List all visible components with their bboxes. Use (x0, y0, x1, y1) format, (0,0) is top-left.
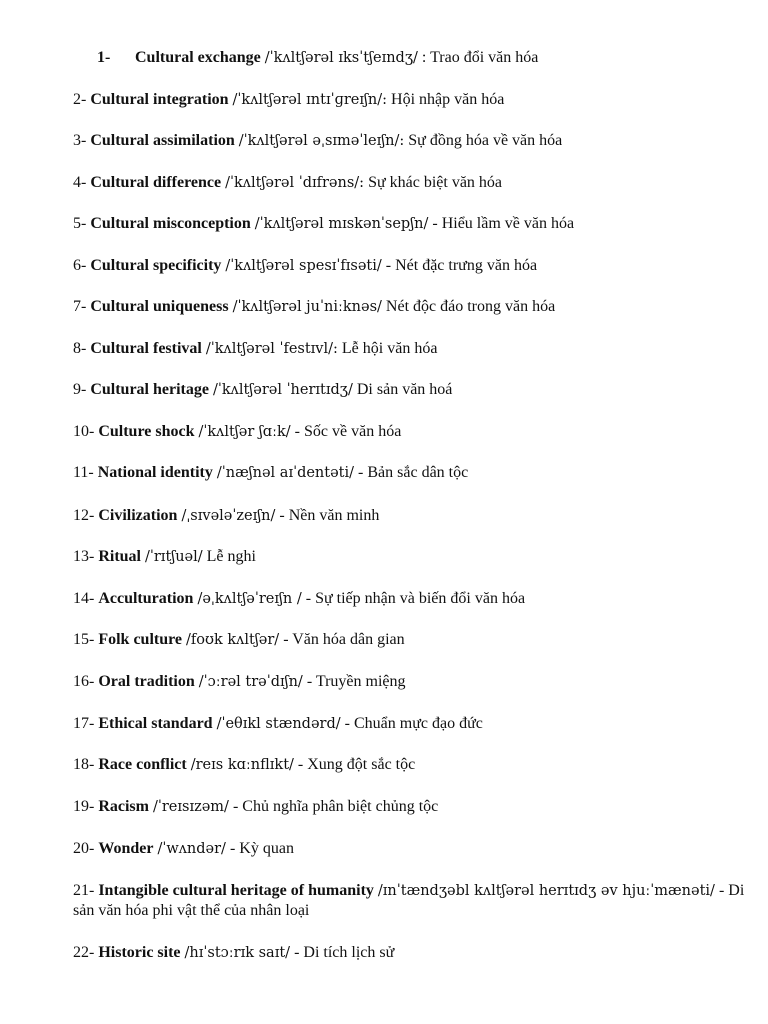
entry-meaning: Truyền miệng (315, 673, 406, 690)
entry-separator: - (358, 464, 364, 481)
vocab-entry-8 (73, 339, 753, 359)
entry-number: 11- (73, 464, 94, 481)
entry-term: Folk culture (98, 631, 183, 648)
entry-ipa: /əˌkʌltʃəˈreɪʃn / (197, 591, 302, 607)
entry-meaning: Lễ nghi (206, 548, 256, 565)
vocab-entry-18 (73, 755, 753, 775)
vocab-entry-16 (73, 672, 753, 692)
entry-meaning: Nét độc đáo trong văn hóa (385, 298, 556, 315)
vocab-entry-4 (73, 173, 753, 193)
entry-separator: - (306, 673, 313, 690)
vocab-entry-13 (73, 547, 753, 567)
entry-separator: - (294, 944, 300, 961)
entry-meaning: Sự đồng hóa về văn hóa (408, 132, 563, 149)
entry-ipa: /hɪˈstɔːrɪk saɪt/ (184, 945, 291, 961)
entry-meaning: Sự khác biệt văn hóa (368, 174, 503, 191)
entry-term: Civilization (98, 507, 178, 524)
vocab-entry-3 (73, 131, 753, 151)
entry-ipa: /ˈkʌltʃərəl juˈniːknəs/ (232, 299, 382, 315)
entry-term: Cultural misconception (90, 215, 251, 232)
entry-separator: - (283, 631, 289, 648)
entry-ipa: /ˈreɪsɪzəm/ (152, 799, 229, 815)
entry-term: Historic site (98, 944, 181, 961)
entry-number: 2- (73, 91, 87, 108)
vocab-entry-6 (73, 256, 753, 276)
entry-term: Acculturation (98, 590, 194, 607)
entry-meaning: Hội nhập văn hóa (391, 91, 505, 108)
entry-meaning: Văn hóa dân gian (292, 631, 405, 648)
vocab-entry-12 (73, 506, 753, 526)
entry-separator: - (297, 756, 304, 773)
entry-number: 4- (73, 174, 87, 191)
entry-ipa: /ˌsɪvələˈzeɪʃn/ (181, 508, 276, 524)
entry-ipa: /ˈrɪtʃuəl/ (145, 549, 203, 565)
vocab-entry-20 (73, 839, 753, 859)
entry-separator: - (344, 715, 350, 732)
entry-meaning: Trao đổi văn hóa (430, 49, 539, 66)
entry-meaning: Di sản văn hoá (356, 381, 453, 398)
entry-ipa: /ˈkʌltʃər ʃɑːk/ (198, 424, 291, 440)
entry-term: Race conflict (98, 756, 187, 773)
entry-number: 21- (73, 882, 95, 899)
entry-term: Wonder (98, 840, 154, 857)
entry-separator: - (294, 423, 300, 440)
entry-number: 16- (73, 673, 95, 690)
entry-meaning: Sốc về văn hóa (303, 423, 402, 440)
vocab-entry-21 (73, 881, 763, 921)
entry-meaning: Hiểu lầm về văn hóa (441, 215, 575, 232)
entry-ipa: /ˈnæʃnəl aɪˈdentəti/ (216, 465, 355, 481)
entry-ipa: /ɪnˈtændʒəbl kʌltʃərəl herɪtɪdʒ əv hjuːˈmænəti/ (377, 883, 715, 899)
entry-number: 10- (73, 423, 95, 440)
entry-term: Culture shock (98, 423, 195, 440)
entry-separator: - (718, 882, 725, 899)
vocab-entry-10 (73, 422, 753, 442)
entry-term: Cultural exchange (135, 49, 261, 66)
entry-number: 7- (73, 298, 87, 315)
entry-meaning: Kỳ quan (239, 840, 294, 857)
entry-term: Intangible cultural heritage of humanity (98, 882, 374, 899)
entry-term: Racism (98, 798, 149, 815)
entry-number: 3- (73, 132, 87, 149)
entry-number: 1- (97, 49, 111, 66)
vocab-entry-7 (73, 297, 753, 317)
entry-number: 12- (73, 507, 95, 524)
entry-number: 8- (73, 340, 87, 357)
entry-ipa: /ˈkʌltʃərəl mɪskənˈsepʃn/ (254, 216, 429, 232)
entry-ipa: /ˈkʌltʃərəl ɪntɪˈɡreɪʃn/: (232, 92, 388, 108)
entry-meaning: Di sản văn hóa phi vật thể của nhân loại (73, 882, 745, 919)
vocab-entry-14 (73, 589, 753, 609)
vocab-entry-11 (73, 463, 753, 483)
entry-ipa: /ˈkʌltʃərəl ˈfestɪvl/: (205, 341, 338, 357)
entry-ipa: /ˈkʌltʃərəl ˈherɪtɪdʒ/ (212, 382, 353, 398)
entry-term: Oral tradition (98, 673, 195, 690)
entry-separator: : (421, 49, 427, 66)
vocab-entry-9 (73, 380, 753, 400)
entry-meaning: Lễ hội văn hóa (341, 340, 438, 357)
entry-number: 19- (73, 798, 95, 815)
entry-ipa: /ˈkʌltʃərəl spesɪˈfɪsəti/ (225, 258, 382, 274)
entry-term: Ethical standard (98, 715, 213, 732)
vocab-entry-1 (97, 48, 757, 68)
entry-meaning: Xung đột sắc tộc (307, 756, 416, 773)
vocab-entry-15 (73, 630, 753, 650)
entry-ipa: /reɪs kɑːnflɪkt/ (190, 757, 294, 773)
entry-separator: - (432, 215, 438, 232)
entry-meaning: Di tích lịch sử (303, 944, 395, 961)
entry-number: 17- (73, 715, 95, 732)
entry-separator: - (279, 507, 285, 524)
entry-term: Cultural uniqueness (90, 298, 229, 315)
entry-term: Cultural heritage (90, 381, 209, 398)
entry-term: National identity (97, 464, 213, 481)
entry-term: Cultural integration (90, 91, 229, 108)
entry-number: 14- (73, 590, 95, 607)
entry-number: 6- (73, 257, 87, 274)
entry-term: Cultural festival (90, 340, 202, 357)
entry-ipa: /foʊk kʌltʃər/ (186, 632, 280, 648)
entry-meaning: Chuẩn mực đạo đức (353, 715, 483, 732)
entry-term: Cultural specificity (90, 257, 222, 274)
entry-number: 20- (73, 840, 95, 857)
entry-ipa: /ˈkʌltʃərəl əˌsɪməˈleɪʃn/: (238, 133, 405, 149)
entry-number: 9- (73, 381, 87, 398)
entry-meaning: Nét đặc trưng văn hóa (395, 257, 538, 274)
entry-meaning: Bản sắc dân tộc (367, 464, 469, 481)
entry-ipa: /ˈɔːrəl trəˈdɪʃn/ (198, 674, 303, 690)
vocab-entry-19 (73, 797, 753, 817)
entry-separator: - (232, 798, 239, 815)
entry-separator: - (385, 257, 392, 274)
entry-ipa: /ˈkʌltʃərəl ɪksˈtʃeɪndʒ/ (264, 50, 418, 66)
entry-number: 15- (73, 631, 95, 648)
entry-term: Ritual (98, 548, 141, 565)
entry-meaning: Sự tiếp nhận và biến đổi văn hóa (315, 590, 526, 607)
entry-ipa: /ˈwʌndər/ (157, 841, 226, 857)
vocab-entry-5 (73, 214, 753, 234)
entry-number: 18- (73, 756, 95, 773)
entry-meaning: Chủ nghĩa phân biệt chủng tộc (242, 798, 439, 815)
entry-number: 5- (73, 215, 87, 232)
vocab-entry-2 (73, 90, 753, 110)
entry-term: Cultural difference (90, 174, 222, 191)
entry-number: 13- (73, 548, 95, 565)
vocab-entry-22 (73, 943, 753, 963)
entry-term: Cultural assimilation (90, 132, 235, 149)
entry-number: 22- (73, 944, 95, 961)
vocab-entry-17 (73, 714, 753, 734)
entry-ipa: /ˈkʌltʃərəl ˈdɪfrəns/: (225, 175, 365, 191)
entry-separator: - (305, 590, 312, 607)
entry-ipa: /ˈeθɪkl stændərd/ (216, 716, 341, 732)
entry-meaning: Nền văn minh (288, 507, 380, 524)
entry-separator: - (229, 840, 236, 857)
